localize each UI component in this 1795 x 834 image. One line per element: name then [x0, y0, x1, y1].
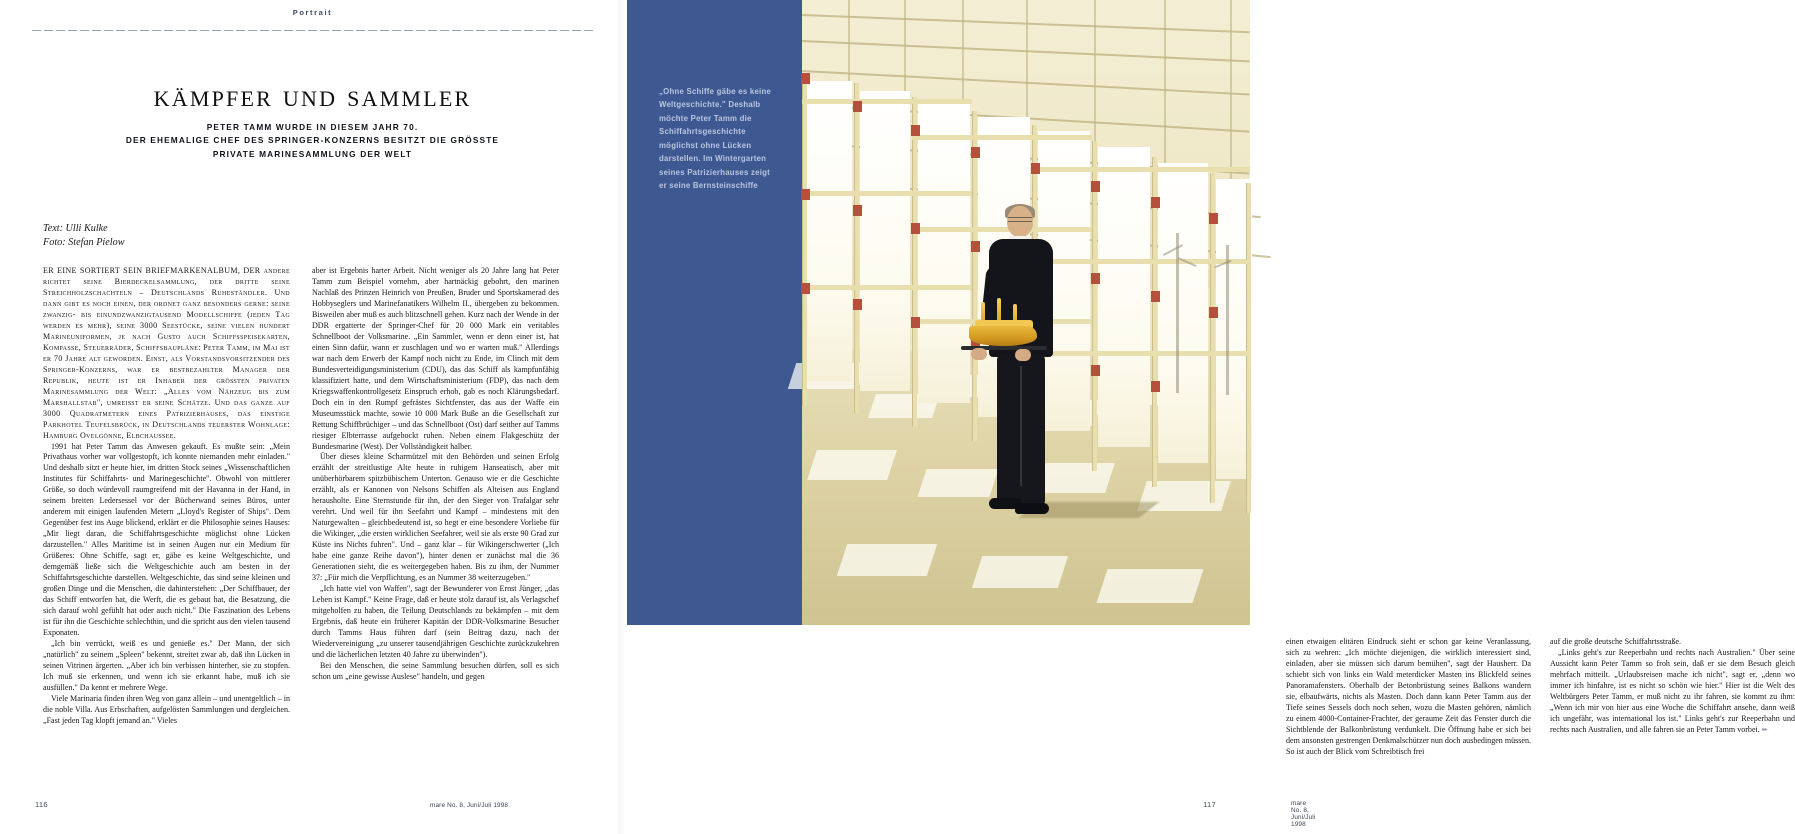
red-accent-square [1209, 307, 1218, 318]
red-accent-square [1091, 181, 1100, 192]
article-photograph [802, 0, 1250, 625]
window-mullion [1246, 183, 1251, 513]
issue-line: mare No. 8, Juni/Juli 1998 [430, 802, 509, 809]
ship-hull [969, 326, 1037, 346]
hand [1015, 349, 1031, 361]
hand [971, 348, 987, 360]
red-accent-square [801, 189, 810, 200]
body-paragraph: auf die große deutsche Schiffahrtsstraße. [1550, 637, 1682, 646]
photo-caption-panel [627, 0, 804, 625]
article-deck [60, 121, 565, 161]
body-column-2 [312, 266, 559, 683]
glass-pane [1098, 147, 1150, 447]
body-paragraph: „Ich bin verrückt, weiß es und genieße es." Der Mann, der sich „natürlich" zu seinem „Spleen" bekennt, streitet zwar ab, daß ihn Lücken in seinen Vitrinen ärgerten. „Aber ich bin verbissen hinterher, sie zu stopfen. Ich muß sie erkennen, und wenn ich sie erkannt habe, muß ich sie ausfüllen." Da kennt er mehrere Wege. [43, 638, 290, 692]
header-rule [32, 30, 593, 31]
glass-pane [1158, 163, 1208, 463]
red-accent-square [801, 73, 810, 84]
glass-pane [806, 81, 852, 381]
trouser-crease [1020, 366, 1022, 486]
folio-page-number: 117 [1203, 800, 1216, 809]
tree-trunk [1226, 245, 1229, 395]
window-transom [912, 135, 1092, 140]
amber-ship-model [967, 298, 1041, 350]
window-mullion [802, 75, 807, 405]
red-accent-square [1151, 381, 1160, 392]
body-column-3 [1286, 637, 1531, 758]
window-transom [802, 285, 972, 290]
red-accent-square [971, 241, 980, 252]
floor-light-patch [1096, 569, 1203, 603]
window-transom [802, 191, 972, 196]
body-paragraph: „Ich hatte viel von Waffen", sagt der Bewunderer von Ernst Jünger, „das Leben ist Kampf." Keine Frage, daß er heute stolz darauf ist, als Verlagschef mitgeholfen zu haben, die Teilung Deutschlands zu bekämpfen – mit dem Ergebnis, daß heute ein früherer Kapitän der DDR-Volksmarine Besucher durch Tamms Haus führen darf (sein Beitrag dazu, nach der Wiedervereinigung „zu unserer tausendjährigen Geschichte zurückzukehren und die lächerlichen letzten 40 Jahre zu überwinden"). [312, 584, 559, 659]
body-text: „Links geht's zur Reeperbahn und rechts nach Australien." Über seine Aussicht kann Peter Tamm so froh sein, daß er sie dem Besuch gleich mehrfach mitteilt. „Urlaubsreisen mache ich nicht", sagt er, „denn wo immer ich hinfahre, ist es nicht so schön wie hier." Hier ist die Welt des Weltbürgers Peter Tamm, er muß nicht zu ihr fahren, sie kommt zu ihm: „Wenn ich mir von hier aus eine Woche die Schiffahrt ansehe, dann weiß ich ungefähr, was international los ist." Links geht's zur Reeperbahn und rechts nach Australien, und alle fahren sie an Peter Tamm vorbei. [1550, 647, 1795, 734]
photo-caption-text: „Ohne Schiffe gäbe es keine Weltgeschichte." Deshalb möchte Peter Tamm die Schiffahrtsgeschichte möglichst ohne Lücken darstellen. Im Wintergarten seines Patrizierhauses zeigt er seine Bernsteinschiffe [659, 87, 772, 191]
glass-pane [860, 91, 910, 391]
window-mullion [972, 111, 977, 441]
issue-line: mare No. 8, Juni/Juli 1998 [1291, 800, 1316, 828]
red-accent-square [1209, 213, 1218, 224]
right-page [625, 0, 1795, 834]
red-accent-square [1091, 365, 1100, 376]
deck-line-2: DER EHEMALIGE CHEF DES SPRINGER-KONZERNS BESITZT DIE GRÖSSTE [125, 135, 500, 146]
red-accent-square [971, 147, 980, 158]
window-mullion [912, 97, 917, 427]
window-mullion [854, 83, 859, 413]
credit-text: Text: Ulli Kulke [43, 223, 108, 234]
window-transom [1032, 167, 1250, 172]
red-accent-square [1031, 163, 1040, 174]
glass-pane [918, 103, 970, 403]
body-paragraph: aber ist Ergebnis harter Arbeit. Nicht weniger als 20 Jahre lang hat Peter Tamm zum Beispiel vornehm, aber hartnäckig gebohrt, den marinen Nachlaß des Prinzen Heinrich von Preußen, Bruder und Sportskamerad des Hobbyseglers und Marinefanatikers Wilhelm II., übergeben zu bekommen. Bisweilen aber muß es auch blitzschnell gehen. Kurz nach der Wende in der DDR ergatterte der Springer-Chef für 20 000 Mark ein veritables Schnellboot der Volksmarine. „Ein Sammler, wenn er denn einer ist, hat einen Sinn dafür, wann er zuschlagen und wo er warten muß." Allerdings war nach dem Erwerb der Kampf noch nicht zu Ende, im Clinch mit dem Bundesverteidigungsministerium (CDU), das das Schiff als kampfunfähig klassifiziert hatte, und dem Wirtschaftsministerium (FDP), das nach dem Kriegswaffenkontrollgesetz Einspruch erhob, gab es noch Klärungsbedarf. Doch ein in den Rumpf gefrästes Sichtfenster, das aus der Waffe ein Museumsstück machte, sowie 10 000 Mark Buße an die Gesellschaft zur Rettung Schiffbrüchiger – und das Schnellboot (Ost) darf seither auf Tamms riesiger Elbterrasse aufgebockt ruhen. Neben einem Flakgeschütz der Bundesmarine (West). Der Vollständigkeit halber. [312, 266, 559, 451]
credit-photo: Foto: Stefan Pielow [43, 237, 125, 249]
red-accent-square [853, 101, 862, 112]
eyeglasses-icon [1008, 217, 1032, 222]
running-head: Portrait [292, 8, 333, 17]
portrait-figure [981, 206, 1065, 594]
red-accent-square [911, 223, 920, 234]
red-accent-square [911, 125, 920, 136]
red-accent-square [911, 317, 920, 328]
deck-line-3: PRIVATE MARINESAMMLUNG DER WELT [212, 148, 413, 159]
body-column-4 [1550, 637, 1795, 736]
body-paragraph: Viele Marinaria finden ihren Weg von ganz allein – und unentgeltlich – in die noble Villa. Aus Erbschaften, aufgelösten Sammlungen und dergleichen. „Fast jeden Tag klopft jemand an." Vieles [43, 693, 290, 725]
deck-line-1: PETER TAMM WURDE IN DIESEM JAHR 70. [206, 122, 419, 132]
body-paragraph: Über dieses kleine Scharmützel mit den Behörden und seinen Erfolg erzählt der streitlustige Alte heute in ruhigem Hanseatisch, aber mit unüberhörbarem spitzbübischem Unterton. Genauso wie er die Geschichte erzählt, als er Kanonen von Nelsons Schiffen als Alteisen aus England herausholte. Eine Sternstunde für ihn, der den Sieger von Trafalgar sehr verehrt. Und weil für ihn Seefahrt und Kampf – mindestens mit den Naturgewalten – gleichbedeutend ist, so hegt er eine besondere Vorliebe für die Wikinger, „die ersten wirklichen Seefahrer, weil sie als erste 90 Grad zur Küste ins Nichts fuhren". Und – ganz klar – für Wikingerschwerter („Ich habe eine ganze Reihe davon"), hinter denen er zunächst mal die 36 Generationen sieht, die es weitergegeben haben. Bis zu ihm, der Nummer 37: „Für mich die Verpflichtung, es an Nummer 38 weiterzugeben." [312, 452, 559, 583]
body-paragraph: 1991 hat Peter Tamm das Anwesen gekauft. Es mußte sein: „Mein Privathaus vorher war vollgestopft, ich konnte niemanden mehr einladen." Und deshalb sitzt er heute hier, im dritten Stock seines „Wissenschaftlichen Institutes für Schiffahrts- und Marinegeschichte". Obwohl von mittlerer Größe, so doch würdevoll raumgreifend mit der Havanna in der Hand, in seinem breiten Ledersessel vor der Bücherwand seines Büros, unter anderem mit einigen laufenden Metern „Lloyd's Register of Ships". Dem Gegenüber fest ins Auge blickend, erklärt er die Philosophie seines Hauses: „Mir liegt daran, die Schiffahrtsgeschichte möglichst ohne Lücken darzustellen." Alles Maritime ist in seinen Augen nur ein Medium für Größeres: Ohne Schiffe, sagt er, gäbe es keine Weltgeschichte, und demgemäß ließe sich die Weltgeschichte auch am besten in der Schiffahrtsgeschichte darstellen. Weltgeschichte, das sind seine kleinen und großen Dinge und die Menschen, die dahinterstehen: „Der Schiffbauer, der das Schiff entworfen hat, die Werft, die es gebaut hat, die Besatzung, die sich darauf wohl gefühlt hat oder auch nicht." Die Faszination des Lebens ist für ihn die Geschichte schlechthin, und die spricht aus den vielen tausend Exponaten. [43, 441, 290, 637]
byline-credits [43, 222, 125, 251]
red-accent-square [853, 205, 862, 216]
body-paragraph: einen etwaigen elitären Eindruck sieht er schon gar keine Veranlassung, sich zu wehren: „Ich möchte diejenigen, die wirklich interessiert sind, einladen, aber sie müssen sich darum bemühen", sagt der Hausherr. Da schiebt sich von links ein Wald meterdicker Masten ins Blickfeld seines Panoramafensters. Oberhalb der Betonbrüstung seines Balkons wandern sie, elbaufwärts, nichts als Masten. Doch dann kann Peter Tamm aus der Tiefe seines Sessels doch noch sehen, wozu die Masten gehören, nämlich zu einem 4000-Container-Frachter, der geraume Zeit das Fenster durch die Sichtblende der Balkonbrüstung verdunkelt. Die Öffnung habe er sich bei dem ansonsten gestrengen Denkmalschützer nun doch ausbedingen müssen. So ist auch der Blick vom Schreibtisch frei [1286, 637, 1531, 756]
floor-light-patch [837, 544, 937, 576]
body-paragraph: Bei den Menschen, die seine Sammlung besuchen dürfen, soll es sich schon um „eine gewisse Auslese" handeln, und gegen [312, 660, 559, 681]
left-page [0, 0, 625, 834]
window-transom [802, 99, 972, 104]
red-accent-square [1091, 273, 1100, 284]
body-paragraph-final [1550, 648, 1795, 736]
body-paragraph: ER EINE SORTIERT SEIN BRIEFMARKENALBUM, DER andere richtet seine Bierdeckelsammlung, der dritte seine Streichholzschachteln – Deutschlands Ruheständler. Und dann gibt es noch einen, der ordnet ganz besonders gerne: seine zwanzig- bis einundzwanzigtausend Modellschiffe (jeden Tag werden es mehr), seine 3000 Seestücke, seine vielen hundert Marineuniformen, je nach Gusto auch Schiffsspeisekarten, Kompasse, Steuerräder, Schiffsbaupläne: Peter Tamm, im Mai ist er 70 Jahre alt geworden. Einst, als Vorstandsvorsitzender des Springer-Konzerns, war er bestbezahlter Manager der Republik, heute ist er Inhaber der größten privaten Marinesammlung der Welt: „Alles vom Nähzeug bis zum Marshallstab", umreißt er seine Schätze. Und das ganze auf 3000 Quadratmetern eines Patrizierhauses, das einstige Parkhotel Teufelsbrück, in Deutschlands teuerster Wohnlage: Hamburg Ovelgönne, Elbchaussee. [43, 266, 291, 440]
red-accent-square [853, 299, 862, 310]
red-accent-square [1151, 291, 1160, 302]
end-mark-icon: ✏ [1761, 725, 1768, 734]
folio-page-number: 116 [35, 800, 48, 809]
page-title: kämpfer und sammler [153, 78, 472, 113]
body-column-1 [43, 266, 290, 727]
red-accent-square [801, 283, 810, 294]
shoe [1015, 503, 1049, 514]
red-accent-square [1151, 197, 1160, 208]
